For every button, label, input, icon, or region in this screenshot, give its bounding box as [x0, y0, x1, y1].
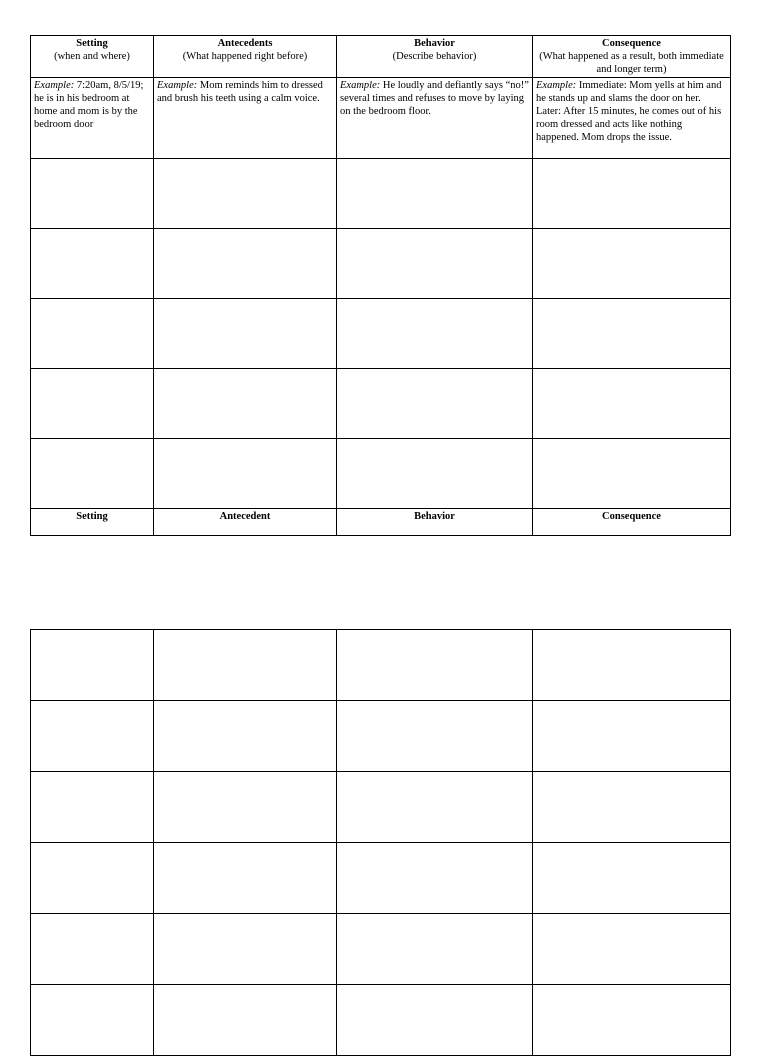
- abc-table-top: [30, 35, 731, 536]
- footer-behavior: Behavior: [337, 509, 533, 536]
- antecedent-cell[interactable]: [154, 914, 337, 985]
- table-row: [31, 299, 731, 369]
- header-consequence: [533, 36, 731, 78]
- consequence-cell[interactable]: [533, 299, 731, 369]
- example-consequence-cell: [533, 78, 731, 159]
- behavior-cell[interactable]: [337, 914, 533, 985]
- behavior-cell[interactable]: [337, 772, 533, 843]
- example-label: Example:: [34, 80, 75, 91]
- table-row: [31, 701, 731, 772]
- example-text: Mom reminds him to dressed and brush his teeth using a calm voice.: [157, 80, 323, 104]
- header-subtitle: (when and where): [54, 51, 130, 62]
- consequence-cell[interactable]: [533, 985, 731, 1056]
- header-antecedents: [154, 36, 337, 78]
- table-row: [31, 914, 731, 985]
- example-label: Example:: [536, 80, 577, 91]
- behavior-cell[interactable]: [337, 159, 533, 229]
- setting-cell[interactable]: [31, 914, 154, 985]
- setting-cell[interactable]: [31, 701, 154, 772]
- example-setting-cell: [31, 78, 154, 159]
- antecedent-cell[interactable]: [154, 843, 337, 914]
- consequence-cell[interactable]: [533, 914, 731, 985]
- setting-cell[interactable]: [31, 772, 154, 843]
- example-behavior-cell: [337, 78, 533, 159]
- setting-cell[interactable]: [31, 369, 154, 439]
- antecedent-cell[interactable]: [154, 229, 337, 299]
- table-row: [31, 985, 731, 1056]
- example-text: 7:20am, 8/5/19; he is in his bedroom at home and mom is by the bedroom door: [34, 80, 144, 130]
- consequence-cell[interactable]: [533, 772, 731, 843]
- footer-consequence: Consequence: [533, 509, 731, 536]
- table-row: [31, 843, 731, 914]
- antecedent-cell[interactable]: [154, 772, 337, 843]
- example-row: [31, 78, 731, 159]
- behavior-cell[interactable]: [337, 843, 533, 914]
- behavior-cell[interactable]: [337, 985, 533, 1056]
- consequence-cell[interactable]: [533, 701, 731, 772]
- consequence-cell[interactable]: [533, 439, 731, 509]
- behavior-cell[interactable]: [337, 701, 533, 772]
- behavior-cell[interactable]: [337, 630, 533, 701]
- header-setting: [31, 36, 154, 78]
- behavior-cell[interactable]: [337, 369, 533, 439]
- consequence-cell[interactable]: [533, 369, 731, 439]
- footer-row: [31, 509, 731, 536]
- setting-cell[interactable]: [31, 299, 154, 369]
- consequence-cell[interactable]: [533, 630, 731, 701]
- antecedent-cell[interactable]: [154, 159, 337, 229]
- setting-cell[interactable]: [31, 843, 154, 914]
- table-row: [31, 630, 731, 701]
- example-text: He loudly and defiantly says “no!” several times and refuses to move by laying on the bedroom floor.: [340, 80, 529, 117]
- abc-table-bottom: [30, 629, 731, 1056]
- antecedent-cell[interactable]: [154, 701, 337, 772]
- setting-cell[interactable]: [31, 630, 154, 701]
- table-row: [31, 439, 731, 509]
- setting-cell[interactable]: [31, 159, 154, 229]
- consequence-cell[interactable]: [533, 159, 731, 229]
- footer-setting: Setting: [31, 509, 154, 536]
- header-title: Antecedents: [217, 38, 273, 49]
- table-row: [31, 772, 731, 843]
- example-label: Example:: [340, 80, 381, 91]
- antecedent-cell[interactable]: [154, 439, 337, 509]
- header-row: [31, 36, 731, 78]
- setting-cell[interactable]: [31, 439, 154, 509]
- behavior-cell[interactable]: [337, 439, 533, 509]
- example-text: Immediate: Mom yells at him and he stands up and slams the door on her. Later: After 15 minutes, he comes out of his room dressed and acts like nothing happened. Mom drops the issue.: [536, 80, 722, 143]
- consequence-cell[interactable]: [533, 229, 731, 299]
- antecedent-cell[interactable]: [154, 630, 337, 701]
- footer-antecedent: Antecedent: [154, 509, 337, 536]
- header-behavior: [337, 36, 533, 78]
- example-antecedent-cell: [154, 78, 337, 159]
- header-subtitle: (Describe behavior): [392, 51, 477, 62]
- header-subtitle: (What happened right before): [182, 51, 308, 62]
- table-row: [31, 369, 731, 439]
- behavior-cell[interactable]: [337, 299, 533, 369]
- table-row: [31, 229, 731, 299]
- setting-cell[interactable]: [31, 229, 154, 299]
- header-title: Behavior: [414, 38, 455, 49]
- table-row: [31, 159, 731, 229]
- antecedent-cell[interactable]: [154, 369, 337, 439]
- header-title: Consequence: [602, 38, 661, 49]
- example-label: Example:: [157, 80, 198, 91]
- header-subtitle: (What happened as a result, both immediate and longer term): [539, 51, 724, 75]
- antecedent-cell[interactable]: [154, 985, 337, 1056]
- setting-cell[interactable]: [31, 985, 154, 1056]
- header-title: Setting: [76, 38, 108, 49]
- consequence-cell[interactable]: [533, 843, 731, 914]
- antecedent-cell[interactable]: [154, 299, 337, 369]
- behavior-cell[interactable]: [337, 229, 533, 299]
